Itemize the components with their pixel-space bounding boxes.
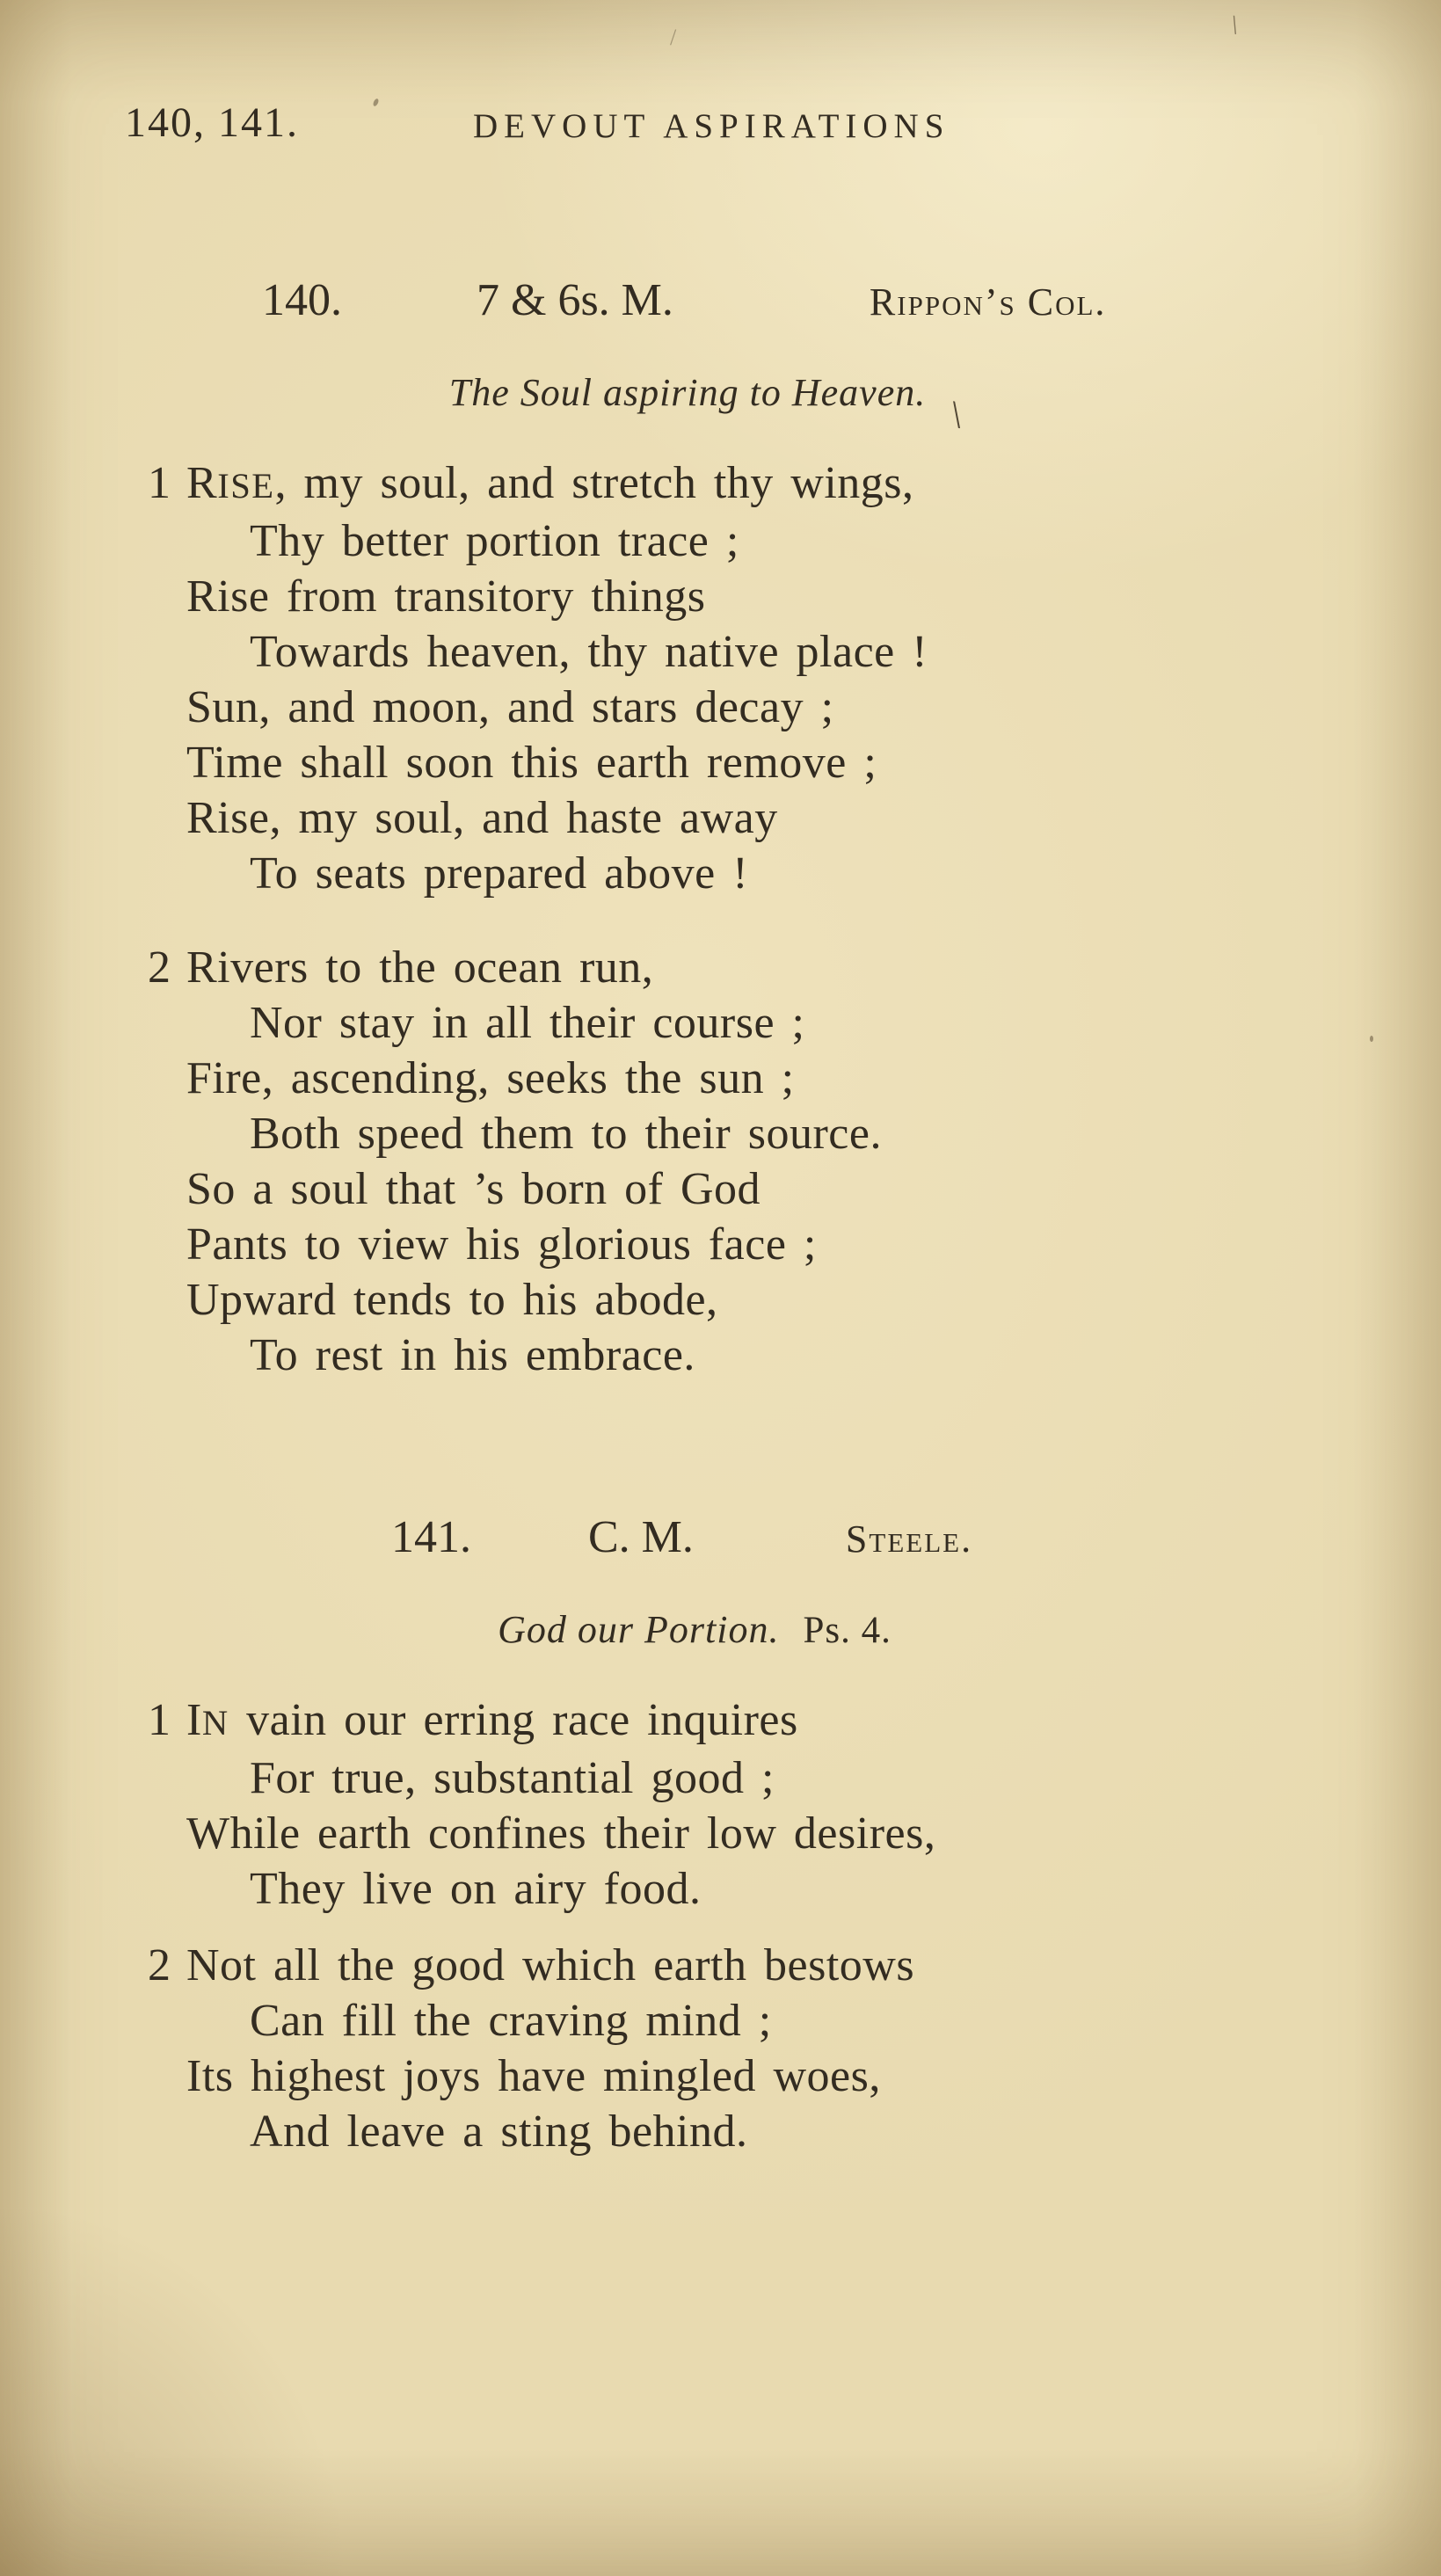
small-caps-letters: N (201, 1703, 229, 1743)
line-text: Thy better portion trace ; (250, 516, 739, 566)
scan-mark: / (670, 25, 677, 50)
line-text: While earth confines their low desires, (186, 1808, 936, 1859)
line-text: Rise from transitory things (186, 571, 706, 622)
verse-line (148, 1938, 1310, 1993)
verse-number: 1 (148, 1695, 171, 1745)
verse-line (148, 455, 1310, 513)
line-text: Rise, my soul, and haste away (186, 793, 778, 843)
verse (148, 1692, 1310, 1917)
verse-line (186, 1750, 1310, 1806)
verse-line (186, 1106, 1310, 1161)
line-text: So a soul that ’s born of God (186, 1164, 761, 1214)
header-page-numbers: 140, 141. (125, 99, 299, 146)
hymn-verses (148, 455, 1310, 1383)
verse-line (186, 1272, 1310, 1328)
hymn-number: 141. (391, 1512, 471, 1562)
hymn-verses (148, 1692, 1310, 2159)
hymn-number: 140. (262, 275, 342, 325)
line-text: , my soul, and stretch thy wings, (274, 458, 914, 508)
hymn-141 (132, 1511, 1310, 2159)
verse-line (186, 624, 1310, 680)
hymn-heading (391, 1511, 1310, 1563)
line-text: Pants to view his glorious face ; (186, 1219, 817, 1270)
verse-line (148, 940, 1310, 995)
hymn-140 (132, 274, 1310, 1383)
verse-number: 2 (148, 1940, 171, 1990)
verse-line (186, 569, 1310, 624)
verse-line (186, 2048, 1310, 2104)
line-text: Sun, and moon, and stars decay ; (186, 682, 834, 732)
line-text: To seats prepared above ! (250, 848, 749, 899)
verse-line (148, 1692, 1310, 1750)
line-text: Upward tends to his abode, (186, 1275, 718, 1325)
verse-line (186, 1051, 1310, 1106)
line-text: Time shall soon this earth remove ; (186, 738, 877, 788)
line-text: To rest in his embrace. (250, 1330, 695, 1380)
page-content (125, 0, 1310, 2159)
verse-line (186, 513, 1310, 569)
verse (148, 1938, 1310, 2159)
verse-line (186, 1161, 1310, 1217)
scan-mark: \ (1227, 10, 1242, 40)
line-text: vain our erring race inquires (229, 1695, 798, 1745)
verse-line (186, 2104, 1310, 2159)
hymn-heading (262, 274, 1310, 326)
verse-line (186, 1861, 1310, 1917)
hymn-meter: C. M. (588, 1512, 694, 1562)
lead-capital: R (186, 458, 218, 508)
verse-line (186, 680, 1310, 735)
verse-line (186, 790, 1310, 846)
verse-line (186, 846, 1310, 901)
hymn-subtitle (132, 1607, 1257, 1652)
line-text: And leave a sting behind. (250, 2107, 748, 2157)
verse-line (186, 1806, 1310, 1861)
line-text: For true, substantial good ; (250, 1753, 775, 1803)
verse-line (186, 1328, 1310, 1383)
running-header (125, 98, 1310, 160)
verse (148, 940, 1310, 1383)
line-text: Fire, ascending, seeks the sun ; (186, 1053, 795, 1103)
hymn-meter: 7 & 6s. M. (477, 275, 673, 325)
scan-mark: \ (948, 392, 965, 437)
line-text: Towards heaven, thy native place ! (250, 627, 928, 677)
line-text: Not all the good which earth bestows (186, 1940, 915, 1990)
hymn-subtitle-text: God our Portion. (498, 1608, 780, 1651)
verse-line (186, 995, 1310, 1051)
verse-number: 2 (148, 942, 171, 993)
hymn-source: Steele. (845, 1517, 973, 1561)
line-text: They live on airy food. (250, 1864, 702, 1914)
line-text: Rivers to the ocean run, (186, 942, 654, 993)
hymn-source: Rippon’s Col. (869, 280, 1107, 324)
verse (148, 455, 1310, 901)
hymn-subtitle-text: The Soul aspiring to Heaven. (448, 371, 927, 414)
verse-line (186, 1217, 1310, 1272)
hymn-subtitle (132, 370, 1257, 415)
verse-number: 1 (148, 458, 171, 508)
header-title: DEVOUT ASPIRATIONS (473, 107, 950, 145)
line-text: Nor stay in all their course ; (250, 998, 805, 1048)
hymn-subtitle-note: Ps. 4. (803, 1610, 892, 1651)
paper-speck (1370, 1036, 1373, 1042)
lead-capital: I (186, 1695, 202, 1745)
line-text: Its highest joys have mingled woes, (186, 2051, 881, 2101)
line-text: Can fill the craving mind ; (250, 1996, 772, 2046)
line-text: Both speed them to their source. (250, 1109, 882, 1159)
verse-line (186, 1993, 1310, 2048)
small-caps-letters: ISE (217, 466, 275, 506)
verse-line (186, 735, 1310, 790)
